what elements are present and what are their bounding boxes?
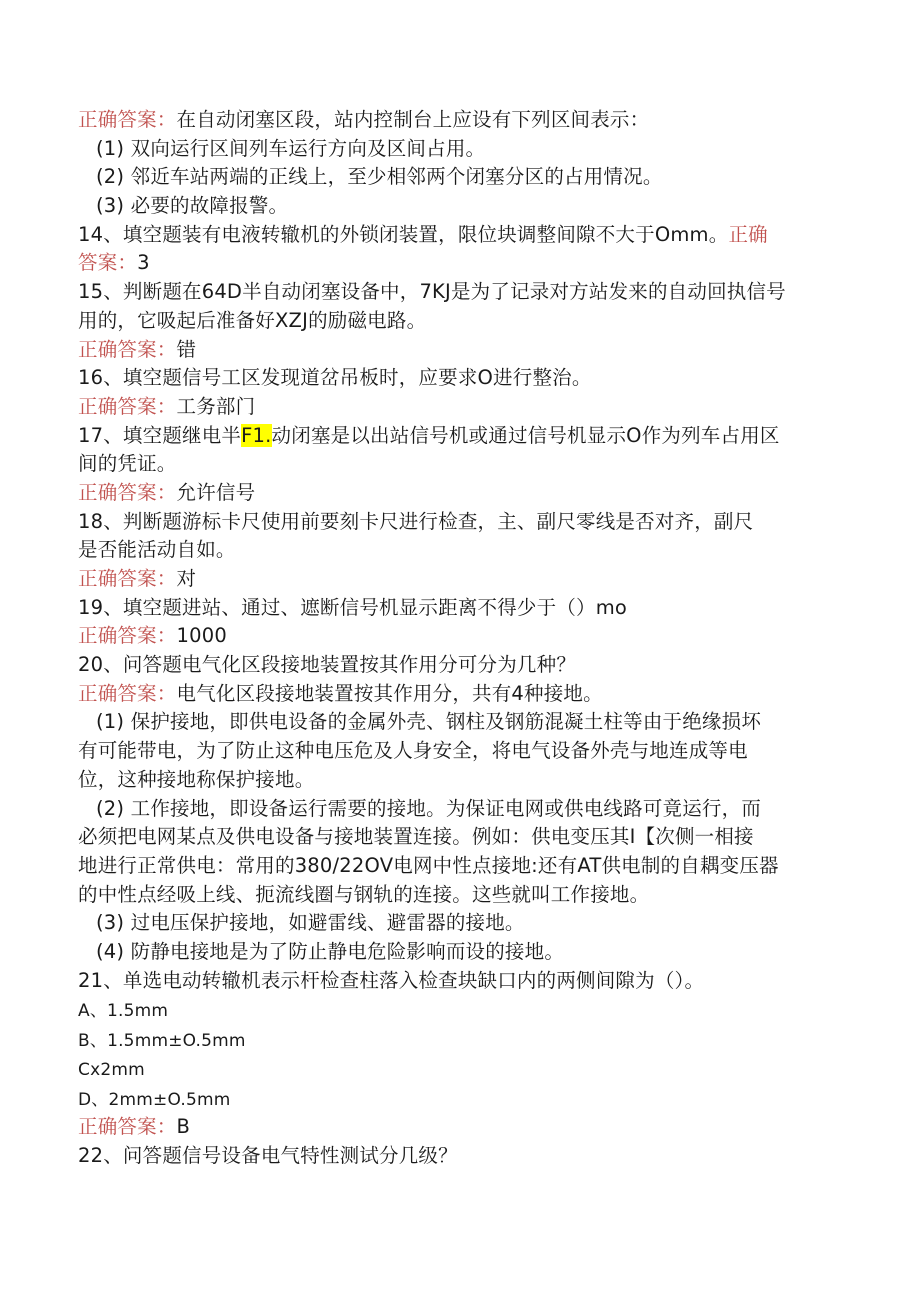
answer-label: 正确答案： — [78, 394, 177, 418]
line-text: (4) 防静电接地是为了防止静电危险影响而设的接地。 — [96, 939, 565, 963]
question-text: 19、填空题进站、通过、遮断信号机显示距离不得少于（）mo — [78, 595, 628, 619]
question-text: 16、填空题信号工区发现道岔吊板时，应要求O进行整治。 — [78, 366, 592, 390]
answer-label: 正确答案： — [78, 108, 177, 131]
answer-label: 正确答案： — [78, 681, 177, 705]
question-text: 17、填空题继电半 — [78, 423, 242, 447]
text-line — [78, 249, 848, 278]
line-text: (1) 双向运行区间列车运行方向及区间占用。 — [96, 136, 486, 160]
text-line — [78, 192, 848, 221]
option-text: A、1.5mm — [78, 1001, 169, 1022]
text-line — [78, 852, 848, 881]
text-line — [78, 651, 848, 680]
option-text: Cx2mm — [78, 1060, 145, 1081]
question-text: 21、单选电动转辙机表示杆检查柱落入检查块缺口内的两侧间隙为（）。 — [78, 968, 705, 992]
line-text: (3) 过电压保护接地，如避雷线、避雷器的接地。 — [96, 911, 525, 935]
text-line — [78, 364, 848, 393]
text-line — [78, 1025, 848, 1055]
text-line — [78, 766, 848, 795]
text-line — [78, 737, 848, 766]
answer-text: 工务部门 — [176, 394, 256, 418]
answer-text: 在自动闭塞区段，站内控制台上应设有下列区间表示： — [176, 108, 650, 131]
answer-label: 正确 — [728, 222, 768, 246]
question-text: 有可能带电，为了防止这种电压危及人身安全，将电气设备外壳与地连成等电 — [78, 739, 748, 763]
document-page — [78, 106, 848, 1171]
text-line — [78, 622, 848, 651]
text-line — [78, 938, 848, 967]
line-text: (2) 邻近车站两端的正线上，至少相邻两个闭塞分区的占用情况。 — [96, 165, 663, 189]
answer-text: 3 — [137, 251, 150, 275]
question-text: 20、问答题电气化区段接地装置按其作用分可分为几种？ — [78, 653, 577, 677]
question-text: 15、判断题在64D半自动闭塞设备中，7KJ是为了记录对方站发来的自动回执信号 — [78, 280, 786, 304]
text-line — [78, 680, 848, 709]
text-line — [78, 479, 848, 508]
answer-text: 允许信号 — [176, 480, 256, 504]
text-line — [78, 278, 848, 307]
answer-label: 正确答案： — [78, 567, 177, 590]
answer-text: 错 — [176, 337, 197, 361]
line-text: (2) 工作接地，即设备运行需要的接地。为保证电网或供电线路可竟运行，而 — [96, 796, 762, 820]
question-text: 是否能活动自如。 — [78, 538, 236, 562]
text-line — [78, 823, 848, 852]
text-line — [78, 135, 848, 164]
text-line — [78, 1142, 848, 1171]
question-text: 间的凭证。 — [78, 452, 177, 476]
line-text: (1) 保护接地，即供电设备的金属外壳、钢柱及钢筋混凝土柱等由于绝缘损坏 — [96, 710, 762, 734]
text-line — [78, 995, 848, 1025]
question-text: 22、问答题信号设备电气特性测试分几级？ — [78, 1144, 458, 1167]
text-line — [78, 1113, 848, 1142]
text-line — [78, 422, 848, 451]
question-text: 14、填空题装有电液转辙机的外锁闭装置，限位块调整间隙不大于Omm。 — [78, 222, 729, 246]
answer-label: 正确答案： — [78, 337, 177, 361]
text-line — [78, 565, 848, 594]
answer-text: 电气化区段接地装置按其作用分，共有4种接地。 — [176, 681, 603, 705]
text-line — [78, 450, 848, 479]
text-line — [78, 967, 848, 996]
text-line — [78, 508, 848, 537]
text-line — [78, 795, 848, 824]
answer-text: 对 — [176, 567, 197, 590]
question-text: 18、判断题游标卡尺使用前要刻卡尺进行检查，主、副尺零线是否对齐，副尺 — [78, 509, 754, 533]
text-line — [78, 1084, 848, 1114]
text-line — [78, 708, 848, 737]
text-line — [78, 393, 848, 422]
answer-label: 正确答案： — [78, 1115, 177, 1139]
line-text: (3) 必要的故障报警。 — [96, 194, 289, 218]
text-line — [78, 336, 848, 365]
text-line — [78, 307, 848, 336]
answer-label: 正确答案： — [78, 624, 177, 648]
answer-text: B — [176, 1115, 191, 1139]
answer-text: 1000 — [176, 624, 227, 648]
answer-label: 正确答案： — [78, 480, 177, 504]
question-text: 必须把电网某点及供电设备与接地装置连接。例如：供电变压其I【次侧一相接 — [78, 825, 754, 849]
answer-label: 答案： — [78, 251, 138, 275]
text-line — [78, 163, 848, 192]
text-line — [78, 1054, 848, 1084]
question-text: 用的，它吸起后准备好XZJ的励磁电路。 — [78, 308, 427, 332]
highlighted-text: F1. — [241, 423, 272, 447]
text-line — [78, 594, 848, 623]
text-line — [78, 221, 848, 250]
text-line — [78, 106, 848, 135]
question-text: 动闭塞是以出站信号机或通过信号机显示O作为列车占用区 — [271, 423, 780, 447]
question-text: 地进行正常供电：常用的380/22OV电网中性点接地:还有AT供电制的自耦变压器 — [78, 853, 779, 877]
option-text: D、2mm±O.5mm — [78, 1089, 231, 1110]
text-line — [78, 536, 848, 565]
question-text: 位，这种接地称保护接地。 — [78, 767, 315, 791]
text-line — [78, 881, 848, 910]
question-text: 的中性点经吸上线、扼流线圈与钢轨的连接。这些就叫工作接地。 — [78, 882, 650, 906]
text-line — [78, 909, 848, 938]
option-text: B、1.5mm±O.5mm — [78, 1030, 246, 1051]
